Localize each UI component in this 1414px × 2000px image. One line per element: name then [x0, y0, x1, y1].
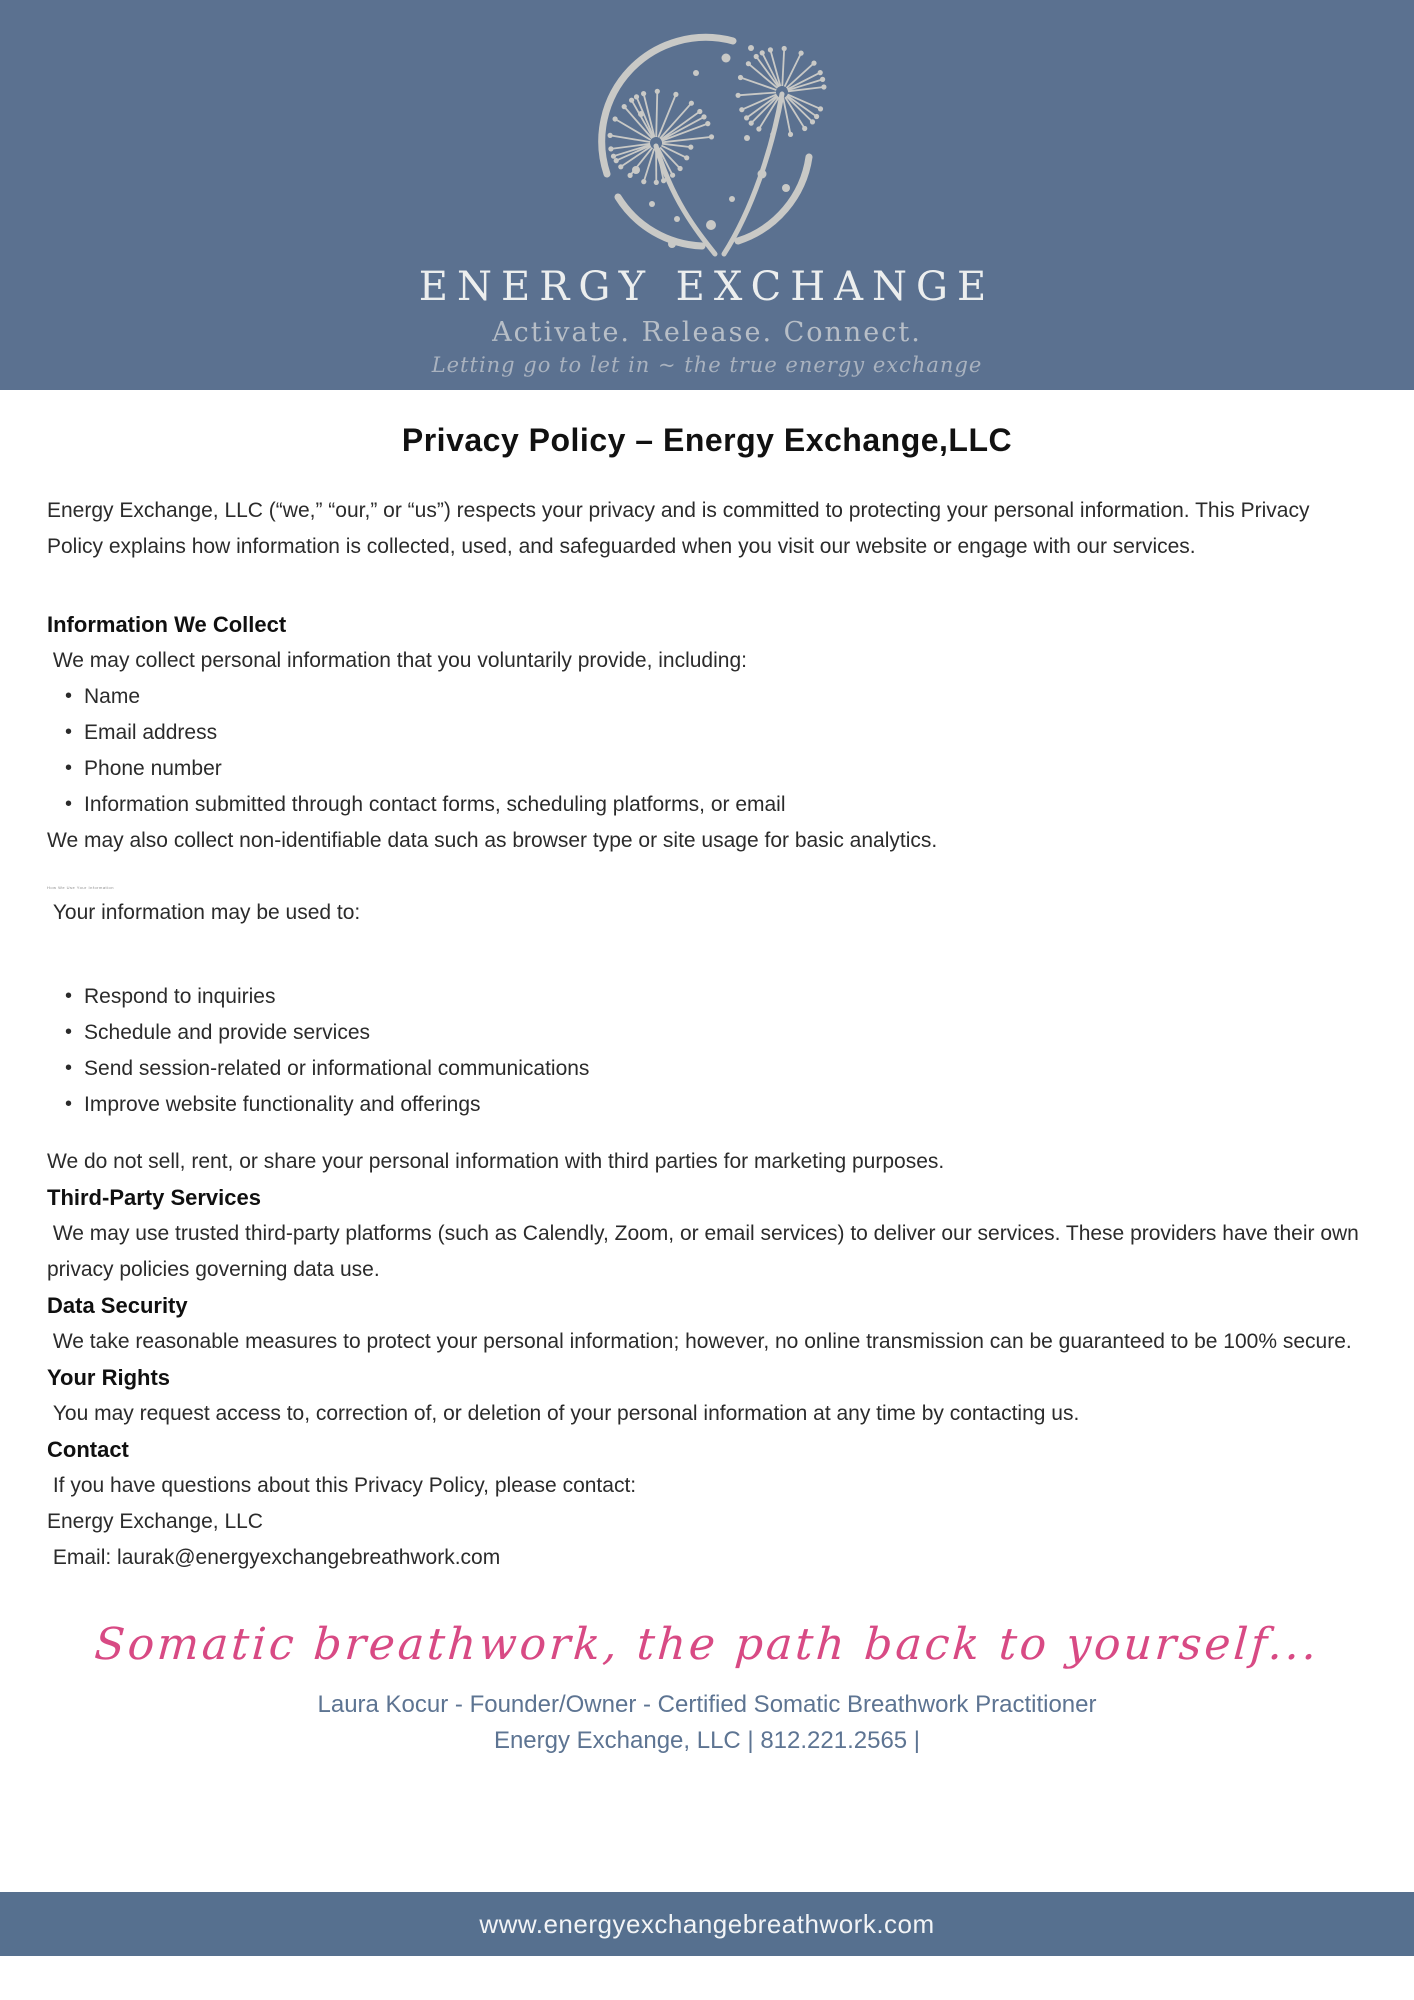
brand-tagline: Activate. Release. Connect. — [492, 317, 922, 348]
policy-sections-block — [47, 1144, 1367, 1576]
contact-company: Energy Exchange, LLC — [47, 1510, 263, 1533]
data-security-body: We take reasonable measures to protect your personal information; however, no online transmission can be guaranteed to be 100% secure. — [47, 1330, 1352, 1353]
list-item: • Respond to inquiries — [65, 979, 1367, 1015]
list-item: • Send session-related or informational communications — [65, 1051, 1367, 1087]
logo-circle-arc — [738, 157, 809, 241]
brand-name: ENERGY EXCHANGE — [418, 264, 996, 310]
brand-motto: Letting go to let in ~ the true energy exchange — [431, 353, 983, 377]
collect-note: We may also collect non-identifiable data such as browser type or site usage for basic analytics. — [47, 829, 938, 852]
section-heading-third-party: Third-Party Services — [47, 1185, 261, 1210]
policy-content — [0, 422, 1414, 1576]
section-heading-information-we-collect: Information We Collect — [47, 612, 287, 637]
no-sell-note: We do not sell, rent, or share your personal information with third parties for marketing purposes. — [47, 1150, 945, 1173]
list-item: • Phone number — [65, 751, 1367, 787]
list-item: • Improve website functionality and offerings — [65, 1087, 1367, 1123]
contact-line: If you have questions about this Privacy Policy, please contact: — [47, 1474, 637, 1497]
section-heading-data-security: Data Security — [47, 1293, 188, 1318]
list-item: • Email address — [65, 715, 1367, 751]
founder-line: Laura Kocur - Founder/Owner - Certified Somatic Breathwork Practitioner — [317, 1691, 1097, 1718]
footer-bar — [0, 1892, 1414, 1956]
use-lead: Your information may be used to: — [47, 901, 361, 924]
page-title: Privacy Policy – Energy Exchange,LLC — [401, 422, 1013, 458]
list-item: • Information submitted through contact forms, scheduling platforms, or email — [65, 787, 1367, 823]
contact-email: Email: laurak@energyexchangebreathwork.com — [47, 1546, 501, 1569]
logo-stem — [724, 94, 782, 254]
collect-list — [47, 679, 1367, 823]
third-party-body: We may use trusted third-party platforms (such as Calendly, Zoom, or email services) to deliver our services. These providers have their own privacy policies governing data use. — [47, 1222, 1365, 1281]
brand-header — [0, 0, 1414, 390]
micro-heading-text: How We Use Your Information — [47, 885, 115, 890]
dandelion-logo-icon — [576, 18, 838, 270]
your-rights-body: You may request access to, correction of, or deletion of your personal information at any time by contacting us. — [47, 1402, 1080, 1425]
intro-paragraph: Energy Exchange, LLC (“we,” “our,” or “us”) respects your privacy and is committed to protecting your personal information. This Privacy Policy explains how information is collected, used, and safeguarded when you visit our website or engage with our services. — [47, 499, 1316, 558]
use-list — [47, 979, 1367, 1123]
signature-script-text: Somatic breathwork, the path back to yourself... — [92, 1619, 1322, 1670]
collect-lead: We may collect personal information that you voluntarily provide, including: — [47, 649, 747, 672]
section-information-we-collect — [47, 607, 1367, 859]
company-phone-line: Energy Exchange, LLC | 812.221.2565 | — [493, 1727, 921, 1754]
section-heading-your-rights: Your Rights — [47, 1365, 171, 1390]
logo-dandelion-rays — [608, 46, 827, 185]
section-heading-contact: Contact — [47, 1437, 129, 1462]
footer-website-url: www.energyexchangebreathwork.com — [479, 1908, 935, 1939]
list-item: • Name — [65, 679, 1367, 715]
list-item: • Schedule and provide services — [65, 1015, 1367, 1051]
